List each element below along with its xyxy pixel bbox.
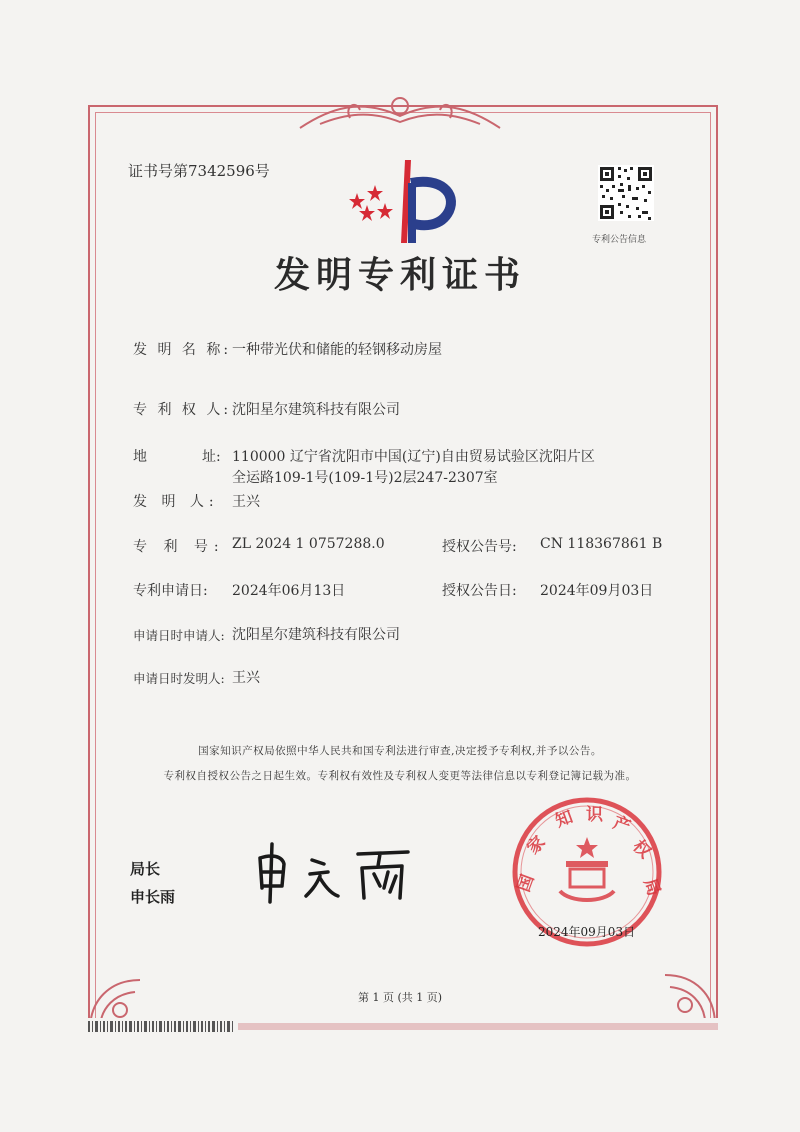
svg-text:知: 知: [552, 807, 576, 832]
cnipa-logo: [345, 155, 460, 245]
inventor-at-filing-value: 王兴: [232, 670, 260, 686]
certificate-number: 证书号第7342596号: [128, 162, 270, 180]
certificate-title: 发明专利证书: [273, 254, 526, 296]
notice-line-2: 专利权自授权公告之日起生效。专利权有效性及专利权人变更等法律信息以专利登记簿记载为准。: [163, 770, 637, 782]
patentee-value: 沈阳星尔建筑科技有限公司: [232, 402, 400, 418]
svg-text:权: 权: [628, 836, 655, 863]
svg-text:产: 产: [610, 812, 634, 838]
grant-publication-number-label: 授权公告号:: [442, 539, 517, 555]
handwritten-signature: [240, 836, 420, 906]
inventor-value: 王兴: [232, 494, 260, 510]
patent-number-label: 专 利 号:: [133, 539, 225, 555]
address-line2: 全运路109-1号(109-1号)2层247-2307室: [232, 470, 498, 486]
grant-publication-number-value: CN 118367861 B: [540, 536, 663, 552]
patentee-label: 专 利 权 人:: [133, 402, 232, 418]
inventor-label: 发 明 人:: [133, 494, 219, 510]
filing-date-label: 专利申请日:: [133, 583, 208, 599]
qr-caption: 专利公告信息: [592, 235, 647, 245]
invention-name-label: 发 明 名 称:: [133, 342, 232, 358]
signatory-name: 申长雨: [130, 888, 176, 906]
svg-text:家: 家: [523, 832, 550, 859]
top-ornament: [290, 88, 510, 136]
qr-code: [598, 165, 654, 221]
address-line1: 110000 辽宁省沈阳市中国(辽宁)自由贸易试验区沈阳片区: [232, 449, 595, 465]
invention-name-value: 一种带光伏和储能的轻钢移动房屋: [232, 342, 442, 358]
address-label-right: 址:: [202, 449, 221, 465]
grant-publication-date-value: 2024年09月03日: [540, 583, 654, 599]
notice-line-1: 国家知识产权局依照中华人民共和国专利法进行审查,决定授予专利权,并予以公告。: [198, 745, 602, 757]
applicant-at-filing-value: 沈阳星尔建筑科技有限公司: [232, 627, 400, 643]
svg-text:国: 国: [513, 871, 539, 895]
patent-number-value: ZL 2024 1 0757288.0: [232, 536, 385, 552]
address-label-left: 地: [133, 449, 147, 465]
inventor-at-filing-label: 申请日时发明人:: [133, 671, 225, 686]
grant-publication-date-label: 授权公告日:: [442, 583, 517, 599]
barcode-strip: [88, 1018, 718, 1034]
seal-date: 2024年09月03日: [538, 925, 636, 939]
filing-date-value: 2024年06月13日: [232, 583, 346, 599]
svg-text:识: 识: [586, 805, 603, 825]
signatory-title: 局长: [130, 860, 161, 878]
applicant-at-filing-label: 申请日时申请人:: [133, 628, 225, 643]
page-number: 第 1 页 (共 1 页): [357, 991, 443, 1004]
svg-text:局: 局: [639, 875, 664, 899]
